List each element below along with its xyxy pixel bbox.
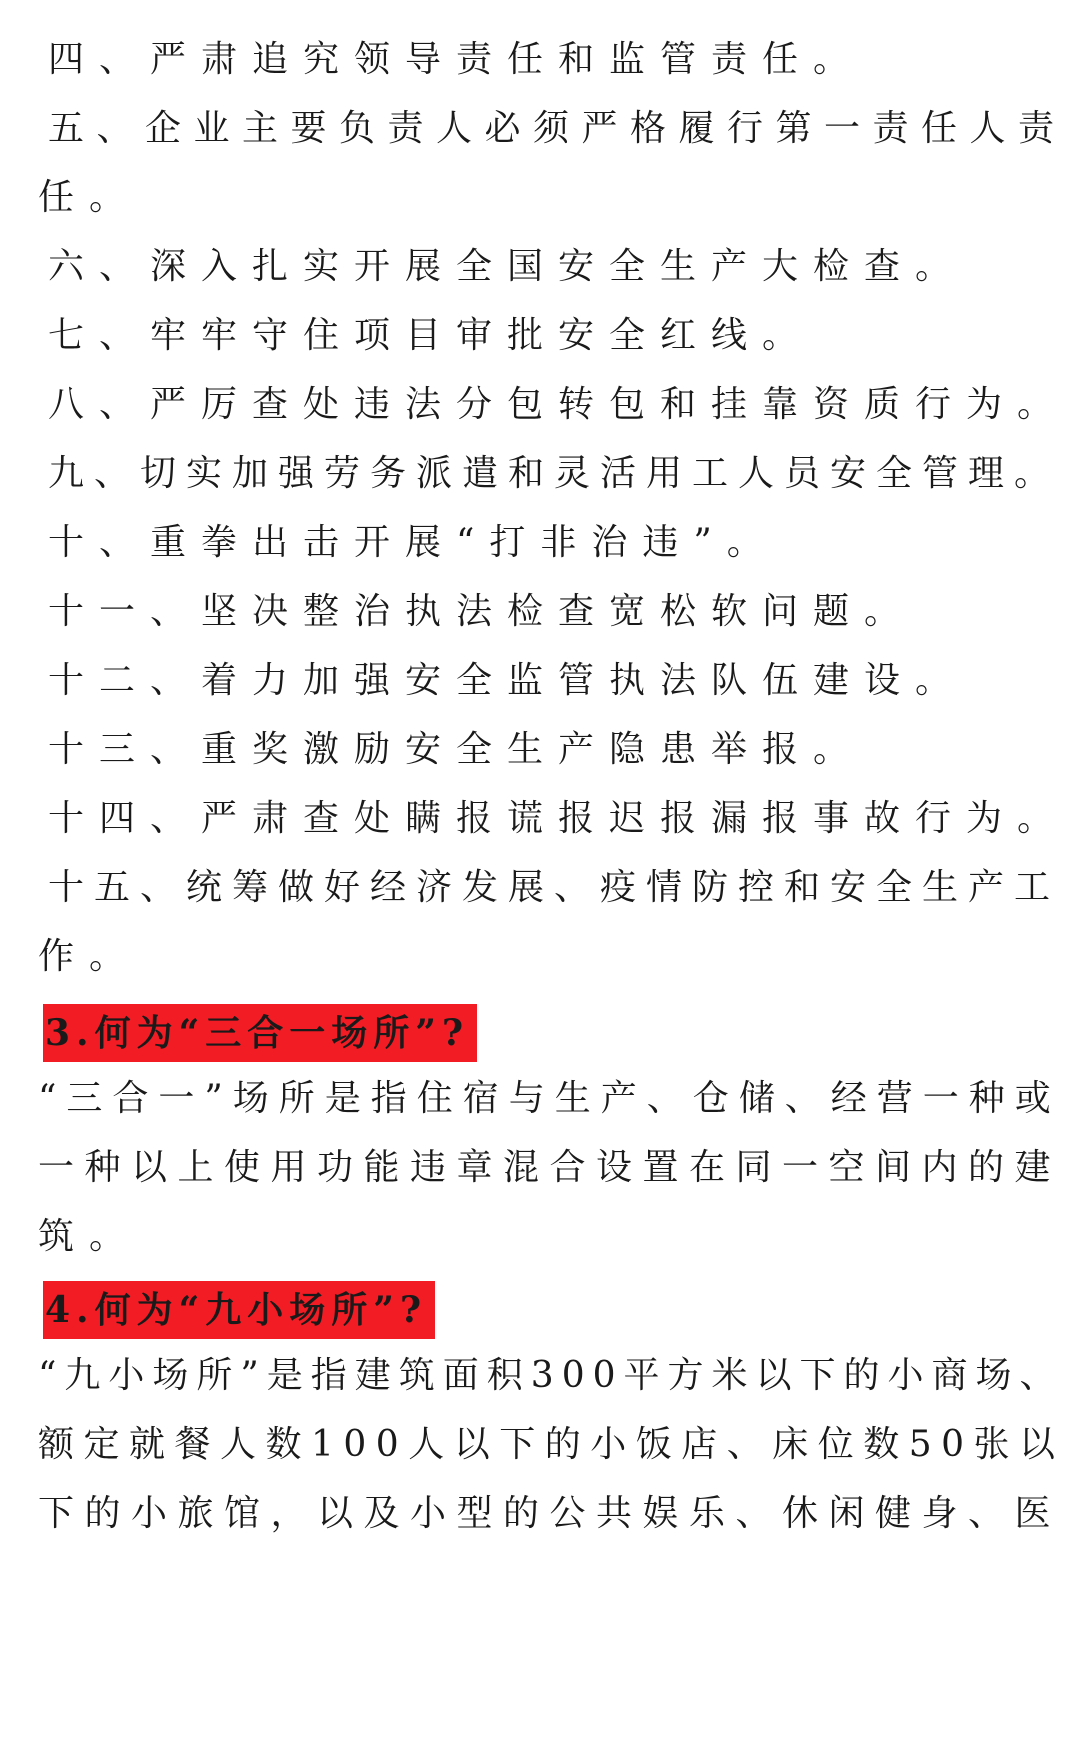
list-item: 八、严厉查处违法分包转包和挂靠资质行为。 [48,384,1069,425]
paragraph-line: 额定就餐人数100人以下的小饭店、床位数50张以 [38,1424,1065,1465]
list-item-continuation: 任。 [38,177,141,218]
paragraph-line: “九小场所”是指建筑面积300平方米以下的小商场、 [38,1355,1064,1396]
list-item: 十二、着力加强安全监管执法队伍建设。 [48,660,967,701]
list-item: 九、切实加强劳务派遣和灵活用工人员安全管理。 [48,453,1061,494]
list-item: 十三、重奖激励安全生产隐患举报。 [48,729,865,770]
list-item: 十、重拳出击开展“打非治违”。 [48,522,778,563]
list-item: 六、深入扎实开展全国安全生产大检查。 [48,246,967,287]
list-item: 十四、严肃查处瞒报谎报迟报漏报事故行为。 [48,798,1069,839]
list-item: 十一、坚决整治执法检查宽松软问题。 [48,591,916,632]
paragraph-line: 一种以上使用功能违章混合设置在同一空间内的建 [38,1147,1062,1188]
list-item: 七、牢牢守住项目审批安全红线。 [48,315,814,356]
paragraph-line: 筑。 [38,1216,141,1257]
list-item: 十五、统筹做好经济发展、疫情防控和安全生产工 [48,867,1061,908]
paragraph-line: “三合一”场所是指住宿与生产、仓储、经营一种或 [38,1078,1061,1119]
paragraph-line: 下的小旅馆，以及小型的公共娱乐、休闲健身、医 [38,1493,1062,1534]
list-item-continuation: 作。 [38,936,141,977]
section-heading-3: 3.何为“三合一场所”? [43,1004,477,1062]
section-heading-4: 4.何为“九小场所”? [43,1281,435,1339]
list-item: 五、企业主要负责人必须严格履行第一责任人责 [48,108,1067,149]
list-item: 四、严肃追究领导责任和监管责任。 [48,39,865,80]
